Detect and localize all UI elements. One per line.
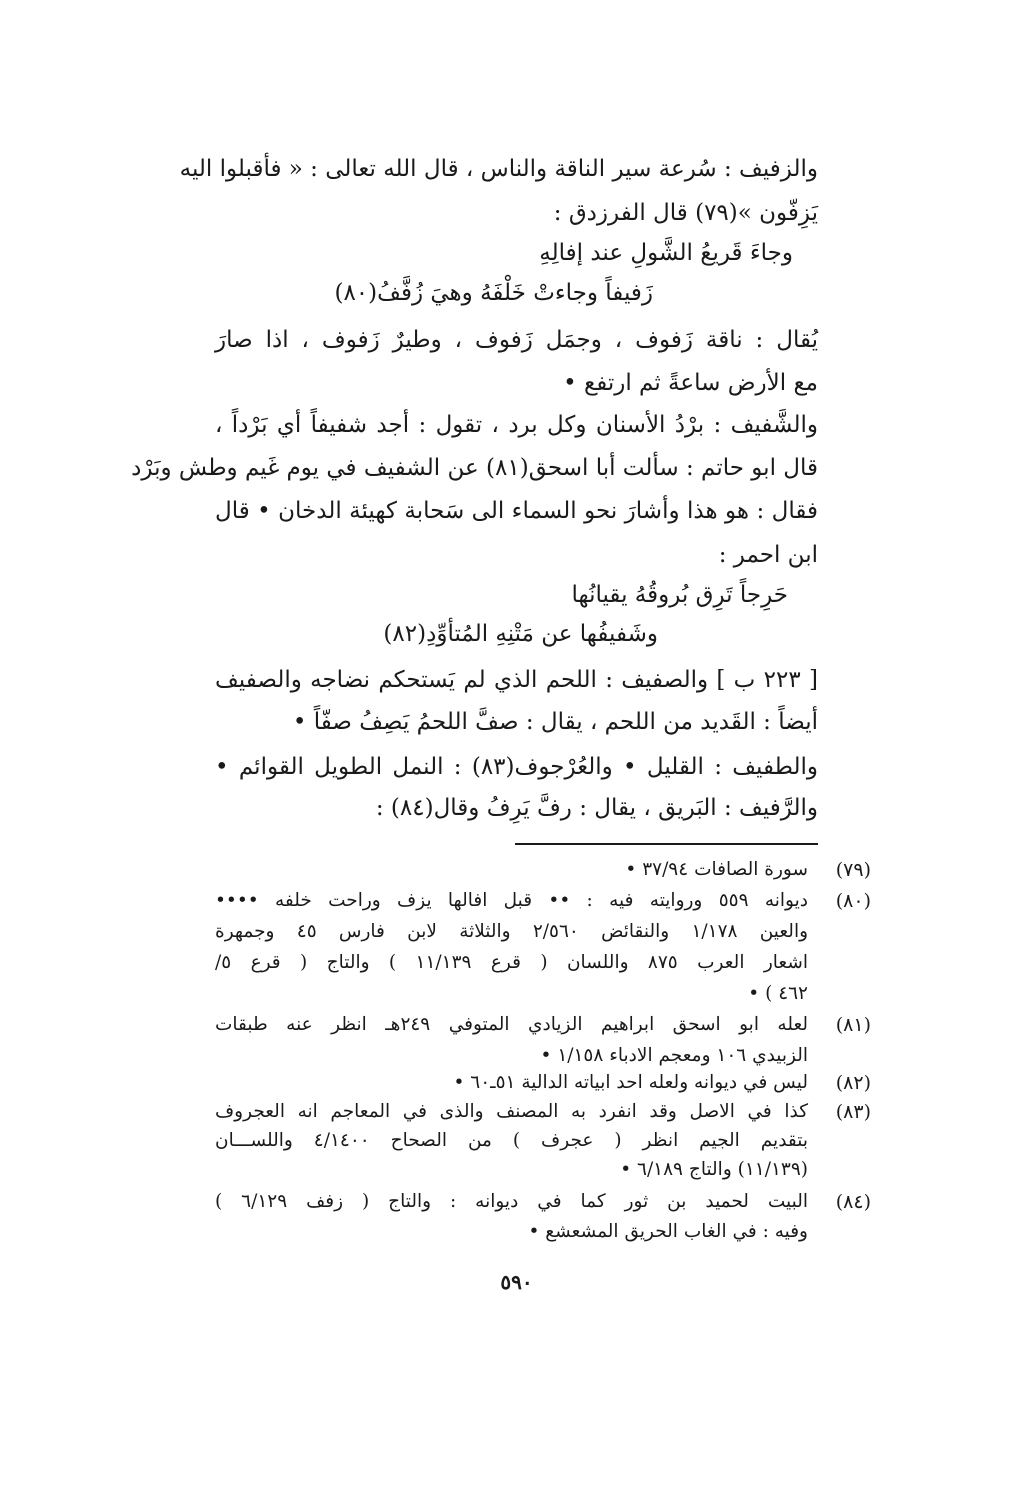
footnote-line: الزبيدي ١٠٦ ومعجم الادباء ١/١٥٨ • (540, 1045, 808, 1066)
footnote-line: (١١/١٣٩) والتاج ٦/١٨٩ • (620, 1159, 808, 1180)
footnote-line: سورة الصافات ٣٧/٩٤ • (625, 859, 808, 880)
verse-line: وجاءَ قَريعُ الشَّولِ عند إفالِهِ (539, 240, 793, 266)
footnote-number: (٨٣) (835, 1101, 871, 1123)
text-line: والرَّفيف : البَريق ، يقال : رفَّ يَرِفُ وقال(٨٤) : (375, 795, 818, 821)
footnote-line: والعين ١/١٧٨ والنقائض ٢/٥٦٠ والثلاثة لابن فارس ٤٥ وجمهرة (215, 921, 809, 942)
verse-line: زَفيفاً وجاءتْ خَلْفَهُ وهيَ زُفَّفُ(٨٠) (334, 280, 653, 306)
text-line: مع الأرض ساعةً ثم ارتفع • (563, 370, 818, 396)
text-line: والشَّفيف : برْدُ الأسنان وكل برد ، تقول : أجد شفيفاً أي بَرْداً ، (215, 412, 818, 438)
text-line: يُقال : ناقة زَفوف ، وجمَل زَفوف ، وطيرٌ زَفوف ، اذا صارَ (215, 327, 818, 353)
footnote-number: (٧٩) (835, 859, 871, 881)
footnote-line: وفيه : في الغاب الحريق المشعشع • (528, 1221, 808, 1242)
footnote-line: لعله ابو اسحق ابراهيم الزيادي المتوفي ٢٤٩هـ انظر عنه طبقات (215, 1014, 808, 1035)
page-number: ٥٩٠ (500, 1270, 533, 1294)
text-line: [ ٢٢٣ ب ] والصفيف : اللحم الذي لم يَستحكم نضاجه والصفيف (215, 667, 818, 693)
footnote-line: كذا في الاصل وقد انفرد به المصنف والذى في المعاجم انه العجروف (215, 1101, 808, 1122)
footnote-line: البيت لحميد بن ثور كما في ديوانه : والتاج ( زفف ٦/١٢٩ ) (215, 1191, 808, 1212)
footnote-number: (٨٤) (835, 1191, 871, 1213)
footnote-line: ديوانه ٥٥٩ وروايته فيه : •• قبل افالها يزف وراحت خلفه •••• (215, 890, 808, 911)
footnote-number: (٨١) (835, 1014, 871, 1036)
footnote-number: (٨٠) (835, 890, 871, 912)
footnote-line: ليس في ديوانه ولعله احد ابياته الدالية ٥١ـ٦٠ • (453, 1072, 808, 1093)
footnote-separator (515, 843, 818, 845)
footnote-line: بتقديم الجيم انظر ( عجرف ) من الصحاح ٤/١٤٠٠ واللســـان (215, 1130, 808, 1151)
text-line: قال ابو حاتم : سألت أبا اسحق(٨١) عن الشفيف في يوم غَيم وطش وبَرْد (131, 455, 818, 481)
verse-line: وشَفيفُها عن مَتْنِهِ المُتأوِّدِ(٨٢) (383, 621, 658, 647)
text-line: يَزِفّون »(٧٩) قال الفرزدق : (553, 200, 818, 226)
text-line: والزفيف : سُرعة سير الناقة والناس ، قال الله تعالى : « فأقبلوا اليه (179, 156, 818, 182)
text-line: ابن احمر : (718, 542, 818, 568)
text-line: والطفيف : القليل • والعُرْجوف(٨٣) : النمل الطويل القوائم • (215, 754, 818, 780)
footnote-number: (٨٢) (835, 1072, 871, 1094)
text-line: فقال : هو هذا وأشارَ نحو السماء الى سَحابة كهيئة الدخان • قال (215, 498, 818, 524)
footnote-line: اشعار العرب ٨٧٥ واللسان ( قرع ١١/١٣٩ ) والتاج ( قرع ٥/ (215, 952, 808, 973)
verse-line: حَرِجاً تَرِق بُروقُهُ يقيانُها (571, 582, 788, 608)
text-line: أيضاً : القَديد من اللحم ، يقال : صفَّ اللحمُ يَصِفُ صفّاً • (292, 709, 818, 735)
footnote-line: ٤٦٢ ) • (748, 983, 808, 1004)
